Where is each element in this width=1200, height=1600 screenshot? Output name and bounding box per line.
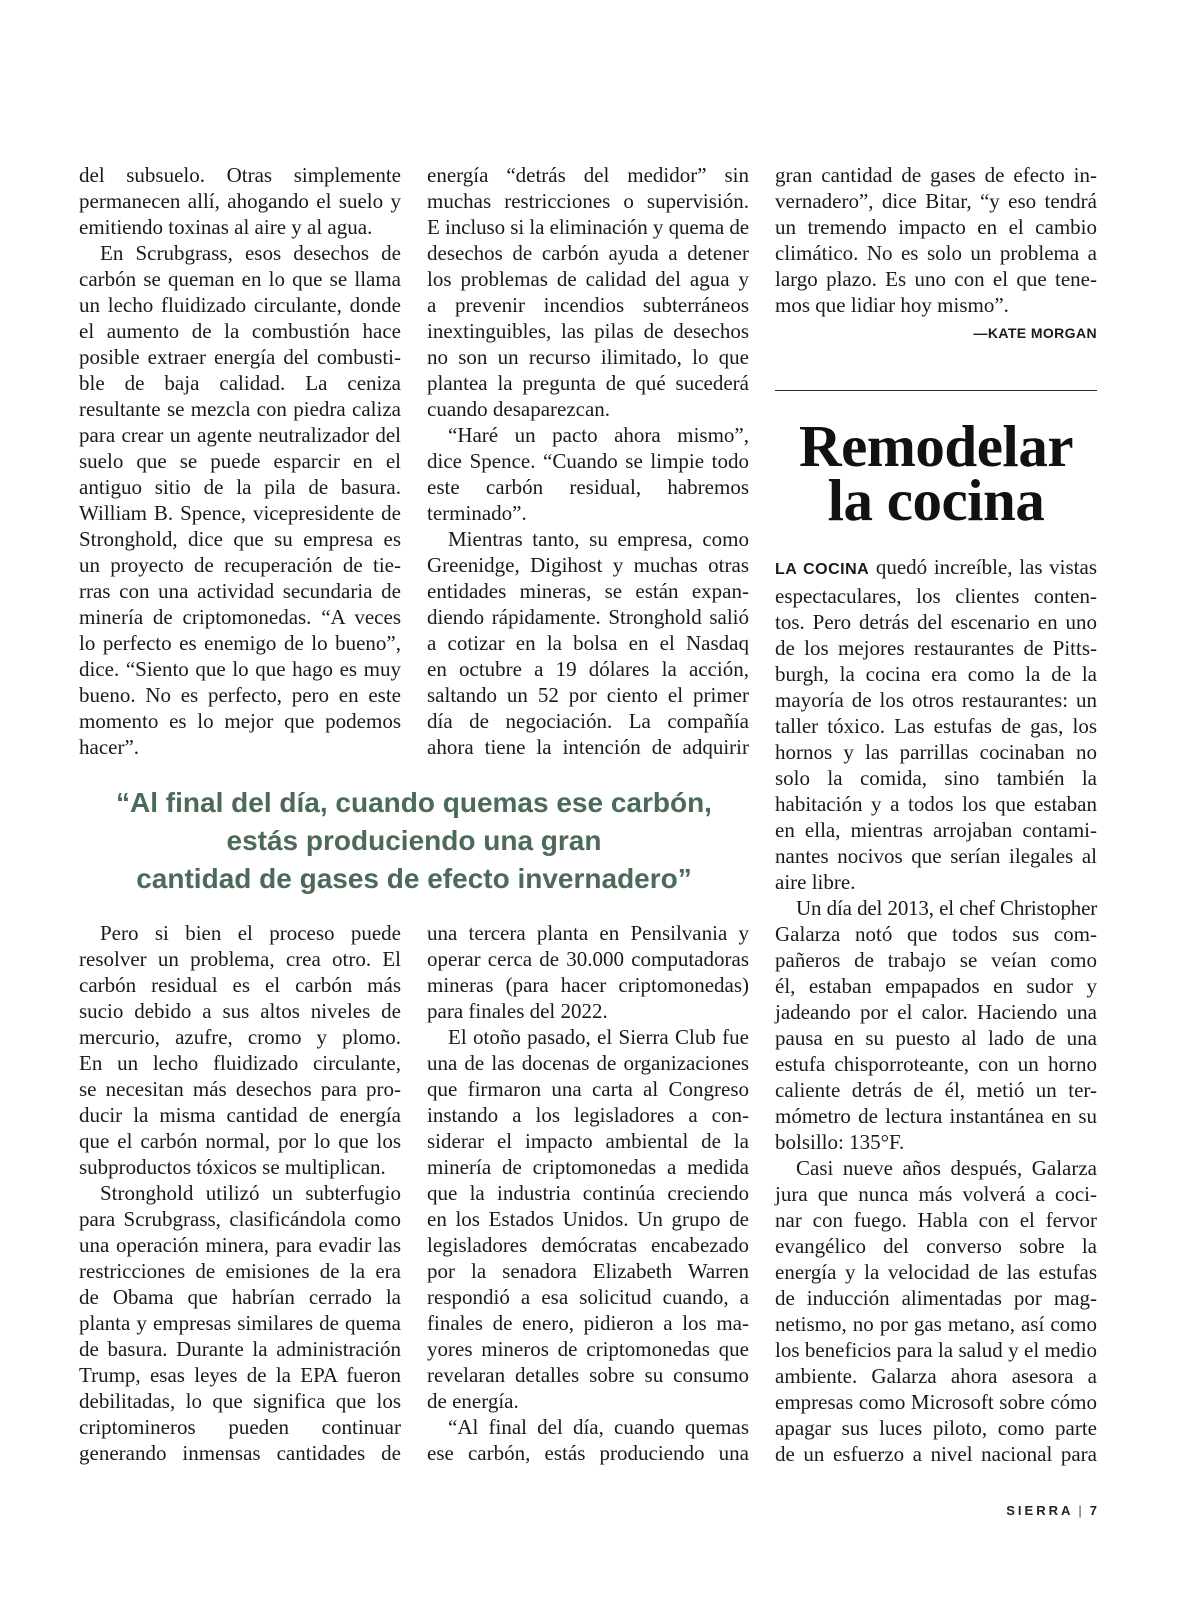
text-line: hornos y las parrillas cocinaban no (775, 740, 1097, 764)
headline-line: Remodelar (798, 413, 1074, 479)
text-line: estufa chisporroteante, con un horno (775, 1052, 1097, 1076)
text-line: de un esfuerzo a nivel nacional para (775, 1442, 1097, 1466)
text-line: evangélico del converso sobre la (775, 1234, 1097, 1258)
text-line: antiguo sitio de la pila de basura. (79, 475, 401, 499)
text-line: una de las docenas de organizaciones (427, 1051, 749, 1075)
text-line: a cotizar en la bolsa en el Nasdaq (427, 631, 749, 655)
text-line: operar cerca de 30.000 computadoras (427, 947, 749, 971)
text-line: tos. Pero detrás del escenario en uno (775, 610, 1097, 634)
paragraph (775, 1155, 1097, 1467)
text-line: de energía. (427, 1389, 519, 1413)
text-line: que firmaron una carta al Congreso (427, 1077, 749, 1101)
text-line: bueno. No es perfecto, pero en este (79, 683, 401, 707)
text-line: él, estaban empapados en sudor y (775, 974, 1097, 998)
paragraph (427, 422, 749, 526)
text-line: mómetro de lectura instantánea en su (775, 1104, 1097, 1128)
text-line: que la industria continúa creciendo (427, 1181, 749, 1205)
text-line: nar con fuego. Habla con el fervor (775, 1208, 1097, 1232)
paragraph (775, 554, 1097, 895)
paragraph (775, 895, 1097, 1155)
text-line: mineras (para hacer criptomonedas) (427, 973, 749, 997)
text-line: hacer”. (79, 735, 140, 759)
text-line: espectaculares, los clientes conten- (775, 584, 1097, 608)
text-line: planta y empresas similares de quema (79, 1311, 401, 1335)
text-line: diendo rápidamente. Stronghold salió (427, 605, 749, 629)
text-line: de los mejores restaurantes de Pitts- (775, 636, 1097, 660)
text-line: cuando desaparezcan. (427, 397, 611, 421)
text-line: respondió a esa solicitud cuando, a (427, 1285, 749, 1309)
paragraph (79, 1180, 401, 1466)
text-line: Stronghold, dice que su empresa es (79, 527, 401, 551)
pull-quote-line: estás produciendo una gran (226, 825, 602, 856)
section-divider (775, 390, 1097, 391)
text-line: resultante se mezcla con piedra caliza (79, 397, 401, 421)
page-number: 7 (1089, 1503, 1097, 1518)
text-line: generando inmensas cantidades de (79, 1441, 401, 1465)
text-line: gran cantidad de gases de efecto in- (775, 163, 1097, 187)
text-line: energía “detrás del medidor” sin (427, 163, 749, 187)
sidebar-headline (775, 413, 1097, 533)
text-line: dice. “Siento que lo que hago es muy (79, 657, 401, 681)
text-line: energía y la velocidad de las estufas (775, 1260, 1097, 1284)
text-line: de basura. Durante la administración (79, 1337, 401, 1361)
text-line: “Haré un pacto ahora mismo”, (448, 423, 749, 447)
text-line: posible extraer energía del combusti- (79, 345, 401, 369)
text-line: ese carbón, estás produciendo una (427, 1441, 749, 1465)
text-line: suelo que se puede esparcir en el (79, 449, 401, 473)
text-line: ahora tiene la intención de adquirir (427, 735, 749, 759)
sidebar-body (775, 554, 1097, 1467)
text-line: un lecho fluidizado circulante, donde (79, 293, 401, 317)
story-column-2-bottom (427, 920, 749, 1466)
text-line: jadeando por el calor. Haciendo una (775, 1000, 1097, 1024)
text-line: solo la comida, sino también la (775, 766, 1097, 790)
text-line: yores mineros de criptomonedas que (427, 1337, 749, 1361)
text-line: desechos de carbón ayuda a detener (427, 241, 749, 265)
text-line: taller tóxico. Las estufas de gas, los (775, 714, 1097, 738)
text-line: que el carbón normal, por lo que los (79, 1129, 401, 1153)
text-line: En Scrubgrass, esos desechos de (100, 241, 401, 265)
text-line: sucio debido a sus altos niveles de (79, 999, 401, 1023)
text-line: en octubre a 19 dólares la acción, (427, 657, 749, 681)
text-line: carbón residual es el carbón más (79, 973, 401, 997)
story-column-3-top (775, 162, 1097, 318)
text-line: siderar el impacto ambiental de la (427, 1129, 749, 1153)
text-line: del subsuelo. Otras simplemente (79, 163, 401, 187)
text-line: Un día del 2013, el chef Christopher (796, 896, 1097, 920)
text-line: muchas restricciones o supervisión. (427, 189, 749, 213)
text-line: ble de baja calidad. La ceniza (79, 371, 401, 395)
text-line-content: quedó increíble, las vistas (875, 555, 1098, 579)
text-line: instando a los legisladores a con- (427, 1103, 749, 1127)
text-line: momento es lo mejor que podemos (79, 709, 401, 733)
headline-line: la cocina (827, 467, 1045, 533)
text-line: inextinguibles, las pilas de desechos (427, 319, 749, 343)
text-line: legisladores demócratas encabezado (427, 1233, 749, 1257)
text-line: “Al final del día, cuando quemas (448, 1415, 749, 1439)
text-line: no son un recurso ilimitado, lo que (427, 345, 749, 369)
text-line: mercurio, azufre, cromo y plomo. (79, 1025, 401, 1049)
text-line: caliente detrás de él, metió un ter- (775, 1078, 1097, 1102)
text-line: subproductos tóxicos se multiplican. (79, 1155, 386, 1179)
text-line: pausa en su puesto al lado de una (775, 1026, 1097, 1050)
text-line: William B. Spence, vicepresidente de (79, 501, 401, 525)
footer-separator: | (1078, 1503, 1082, 1518)
text-line: dice Spence. “Cuando se limpie todo (427, 449, 749, 473)
text-line: lo perfecto es enemigo de lo bueno”, (79, 631, 401, 655)
text-line: minería de criptomonedas. “A veces (79, 605, 401, 629)
text-line: día de negociación. La compañía (427, 709, 749, 733)
text-line: por la senadora Elizabeth Warren (427, 1259, 749, 1283)
text-line: nantes nocivos que serían ilegales al (775, 844, 1097, 868)
text-line: restricciones de emisiones de la era (79, 1259, 401, 1283)
text-line: para finales del 2022. (427, 999, 608, 1023)
text-line: a prevenir incendios subterráneos (427, 293, 749, 317)
text-line: entidades mineras, se están expan- (427, 579, 749, 603)
text-line: de Obama que habrían cerrado la (79, 1285, 401, 1309)
text-line: para Scrubgrass, clasificándola como (79, 1207, 401, 1231)
text-line: Mientras tanto, su empresa, como (448, 527, 749, 551)
text-line: permanecen allí, ahogando el suelo y (79, 189, 401, 213)
page-footer (1006, 1500, 1097, 1522)
text-line: una operación minera, para evadir las (79, 1233, 401, 1257)
text-line: debilitadas, lo que significa que los (79, 1389, 401, 1413)
text-line: minería de criptomonedas a medida (427, 1155, 749, 1179)
text-line: En un lecho fluidizado circulante, (79, 1051, 401, 1075)
text-line: E incluso si la eliminación y quema de (427, 215, 749, 239)
text-line: los beneficios para la salud y el medio (775, 1338, 1097, 1362)
paragraph (427, 1414, 749, 1466)
text-line: los problemas de calidad del agua y (427, 267, 749, 291)
lead-in: LA COCINA (775, 561, 870, 578)
text-line: una tercera planta en Pensilvania y (427, 921, 749, 945)
story-column-2-top (427, 162, 749, 760)
text-line: para crear un agente neutralizador del (79, 423, 401, 447)
text-line: Galarza notó que todos sus com- (775, 922, 1097, 946)
text-line: mayoría de los otros restaurantes: un (775, 688, 1097, 712)
text-line: ducir la misma cantidad de energía (79, 1103, 401, 1127)
paragraph (79, 240, 401, 760)
text-line: pañeros de trabajo se veían como (775, 948, 1097, 972)
text-line: Trump, esas leyes de la EPA fueron (79, 1363, 401, 1387)
paragraph (427, 526, 749, 760)
text-line: en ella, mientras arrojaban contami- (775, 818, 1097, 842)
pull-quote-line: “Al final del día, cuando quemas ese carbón, (116, 787, 712, 818)
text-line: en los Estados Unidos. Un grupo de (427, 1207, 749, 1231)
text-line: habitación y a todos los que estaban (775, 792, 1097, 816)
text-line (775, 554, 1097, 583)
text-line: revelaran detalles sobre su consumo (427, 1363, 749, 1387)
text-line: bolsillo: 135°F. (775, 1130, 905, 1154)
text-line: Pero si bien el proceso puede (100, 921, 401, 945)
text-line: criptomineros pueden continuar (79, 1415, 401, 1439)
text-line: El otoño pasado, el Sierra Club fue (448, 1025, 749, 1049)
text-line: largo plazo. Es uno con el que tene- (775, 267, 1097, 291)
text-line: un tremendo impacto en el cambio (775, 215, 1097, 239)
text-line: de inducción alimentadas por mag- (775, 1286, 1097, 1310)
pull-quote (79, 784, 749, 898)
text-line: vernadero”, dice Bitar, “y eso tendrá (775, 189, 1097, 213)
text-line: climático. No es solo un problema a (775, 241, 1097, 265)
paragraph (427, 1024, 749, 1414)
byline: —KATE MORGAN (973, 325, 1097, 341)
story-column-1-bottom (79, 920, 401, 1466)
text-line: Casi nueve años después, Galarza (796, 1156, 1097, 1180)
text-line: se necesitan más desechos para pro- (79, 1077, 401, 1101)
text-line: Greenidge, Digihost y muchas otras (427, 553, 749, 577)
text-line: este carbón residual, habremos (427, 475, 749, 499)
text-line: carbón se queman en lo que se llama (79, 267, 401, 291)
text-line: netismo, no por gas metano, así como (775, 1312, 1097, 1336)
text-line: burgh, la cocina era como la de la (775, 662, 1097, 686)
text-line: terminado”. (427, 501, 527, 525)
text-line: emitiendo toxinas al aire y al agua. (79, 215, 373, 239)
paragraph (427, 162, 749, 422)
text-line: saltando un 52 por ciento el primer (427, 683, 749, 707)
text-line: finales de enero, pidieron a los ma- (427, 1311, 749, 1335)
text-line: rras con una actividad secundaria de (79, 579, 401, 603)
text-line: plantea la pregunta de qué sucederá (427, 371, 749, 395)
text-line: jura que nunca más volverá a coci- (775, 1182, 1097, 1206)
paragraph (775, 162, 1097, 318)
text-line: ambiente. Galarza ahora asesora a (775, 1364, 1097, 1388)
text-line: apagar sus luces piloto, como parte (775, 1416, 1097, 1440)
paragraph (79, 920, 401, 1180)
paragraph (79, 162, 401, 240)
pull-quote-line: cantidad de gases de efecto invernadero” (136, 863, 692, 894)
text-line: mos que lidiar hoy mismo”. (775, 293, 1009, 317)
text-line: el aumento de la combustión hace (79, 319, 401, 343)
story-column-1-top (79, 162, 401, 760)
magazine-name: SIERRA (1006, 1503, 1074, 1518)
text-line: Stronghold utilizó un subterfugio (100, 1181, 401, 1205)
text-line: aire libre. (775, 870, 856, 894)
text-line: empresas como Microsoft sobre cómo (775, 1390, 1097, 1414)
text-line: un proyecto de recuperación de tie- (79, 553, 401, 577)
paragraph (427, 920, 749, 1024)
text-line: resolver un problema, crea otro. El (79, 947, 401, 971)
